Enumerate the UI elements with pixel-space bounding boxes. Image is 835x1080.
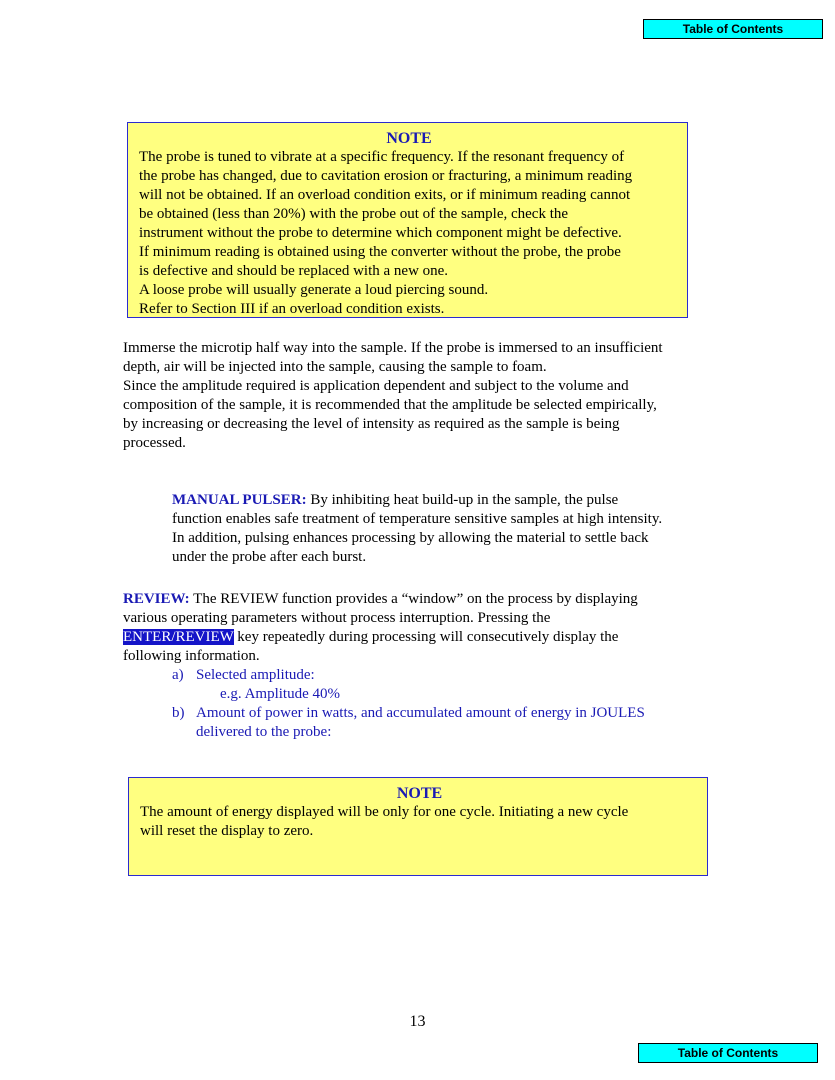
list-item-example: e.g. Amplitude 40% [220, 686, 340, 702]
note-line: will not be obtained. If an overload condition exits, or if minimum reading cannot [139, 187, 631, 203]
paragraph-line: depth, air will be injected into the sample, causing the sample to foam. [123, 359, 547, 375]
paragraph-text: By inhibiting heat build-up in the sample, the pulse [306, 492, 619, 508]
paragraph-line [172, 491, 662, 510]
note-line: will reset the display to zero. [140, 823, 314, 839]
list-item [172, 704, 645, 723]
review-list [123, 666, 645, 742]
list-marker: a) [172, 667, 184, 683]
immerse-paragraph [123, 339, 663, 453]
review-label: REVIEW: [123, 591, 190, 607]
paragraph-line: composition of the sample, it is recommended that the amplitude be selected empirically, [123, 397, 657, 413]
note-line: is defective and should be replaced with a new one. [139, 263, 449, 279]
paragraph-line: processed. [123, 435, 186, 451]
list-item [172, 666, 645, 685]
list-item-continuation: delivered to the probe: [196, 724, 332, 740]
paragraph-text: key repeatedly during processing will consecutively display the [233, 629, 619, 645]
paragraph-line: In addition, pulsing enhances processing by allowing the material to settle back [172, 530, 649, 546]
note-line: The probe is tuned to vibrate at a specific frequency. If the resonant frequency of [139, 149, 625, 165]
note-line: be obtained (less than 20%) with the probe out of the sample, check the [139, 206, 569, 222]
manual-pulser-paragraph [172, 491, 662, 567]
note-title: NOTE [396, 785, 443, 802]
note-line: Refer to Section III if an overload condition exists. [139, 301, 445, 317]
paragraph-line: following information. [123, 648, 260, 664]
list-item-text: Amount of power in watts, and accumulated amount of energy in JOULES [196, 705, 645, 721]
list-item-text: Selected amplitude: [196, 667, 315, 683]
note-box-probe [127, 122, 688, 318]
list-marker: b) [172, 705, 185, 721]
paragraph-text: The REVIEW function provides a “window” on the process by displaying [189, 591, 638, 607]
note-line: instrument without the probe to determine which component might be defective. [139, 225, 622, 241]
note-line: A loose probe will usually generate a loud piercing sound. [139, 282, 489, 298]
paragraph-line [123, 628, 645, 647]
paragraph-line: Immerse the microtip half way into the sample. If the probe is immersed to an insufficient [123, 340, 663, 356]
note-line: If minimum reading is obtained using the converter without the probe, the probe [139, 244, 621, 260]
review-paragraph [123, 590, 645, 742]
paragraph-line: under the probe after each burst. [172, 549, 367, 565]
manual-pulser-label: MANUAL PULSER: [172, 492, 307, 508]
paragraph-line: function enables safe treatment of temperature sensitive samples at high intensity. [172, 511, 663, 527]
note-box-energy [128, 777, 708, 876]
enter-review-key-highlight: ENTER/REVIEW [123, 629, 234, 645]
table-of-contents-button-bottom[interactable]: Table of Contents [638, 1043, 818, 1063]
note-title: NOTE [386, 130, 432, 147]
table-of-contents-button-top[interactable]: Table of Contents [643, 19, 823, 39]
paragraph-line [123, 590, 645, 609]
paragraph-line: Since the amplitude required is application dependent and subject to the volume and [123, 378, 629, 394]
paragraph-line: various operating parameters without process interruption. Pressing the [123, 610, 551, 626]
note-line: The amount of energy displayed will be only for one cycle. Initiating a new cycle [140, 804, 629, 820]
page-number: 13 [409, 1013, 426, 1030]
paragraph-line: by increasing or decreasing the level of intensity as required as the sample is being [123, 416, 620, 432]
note-line: the probe has changed, due to cavitation erosion or fracturing, a minimum reading [139, 168, 633, 184]
